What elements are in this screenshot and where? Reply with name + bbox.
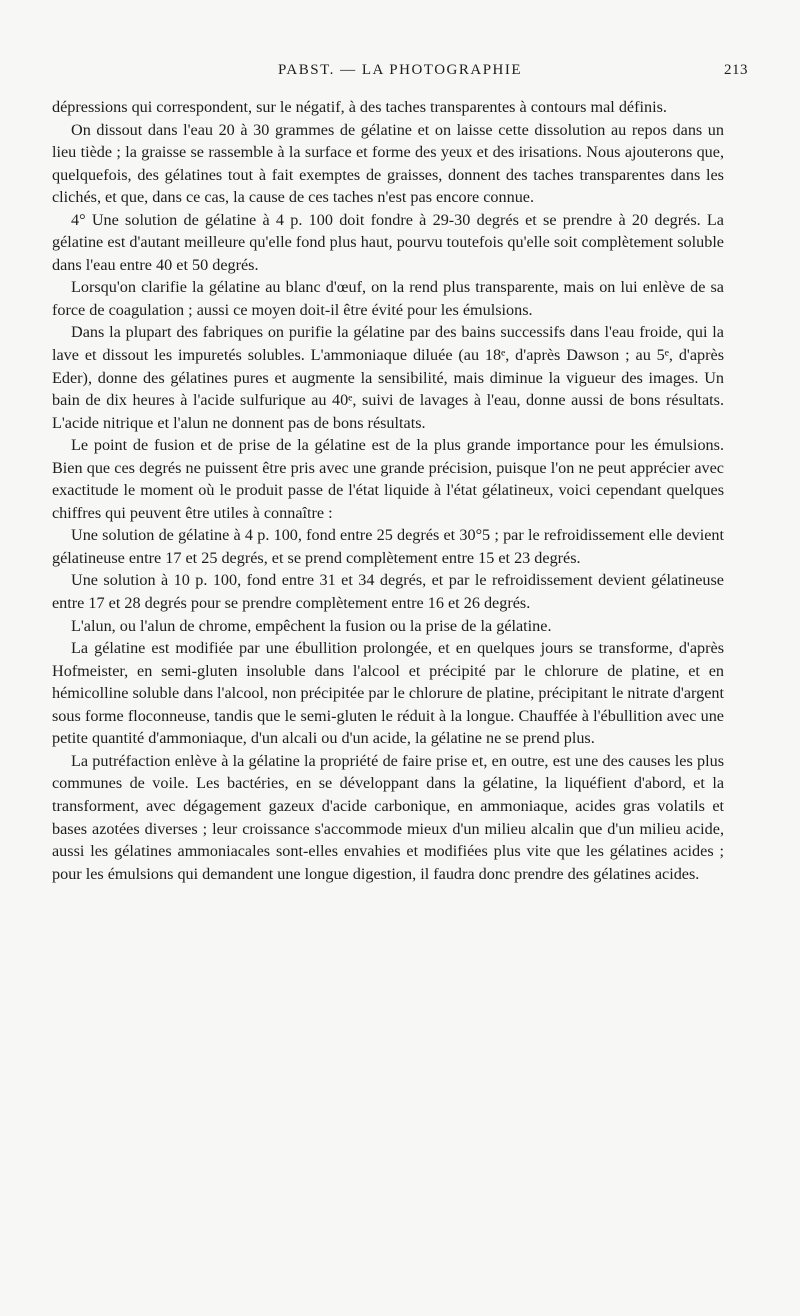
paragraph: La gélatine est modifiée par une ébullition prolongée, et en quelques jours se transforme, d'après Hofmeister, en semi-gluten insoluble dans l'alcool et précipité par le chlorure de platine, et en hémicolline soluble dans l'alcool, non précipitée par le chlorure de platine, précipitant le nitrate d'argent sous forme floconneuse, tandis que le semi-gluten le réduit à la longue. Chauffée à l'ébullition avec une petite quantité d'ammoniaque, d'un alcali ou d'un acide, la gélatine ne se prend plus. [52, 639, 724, 748]
paragraph: 4° Une solution de gélatine à 4 p. 100 doit fondre à 29-30 degrés et se prendre à 20 degrés. La gélatine est d'autant meilleure qu'elle fond plus haut, pourvu toutefois qu'elle soit complètement soluble dans l'eau entre 40 et 50 degrés. [52, 210, 724, 274]
paragraph: Lorsqu'on clarifie la gélatine au blanc d'œuf, on la rend plus transparente, mais on lui enlève de sa force de coagulation ; aussi ce moyen doit-il être évité pour les émulsions. [52, 278, 724, 319]
paragraph: dépressions qui correspondent, sur le négatif, à des taches transparentes à contours mal définis. [52, 98, 667, 116]
paragraph: Une solution à 10 p. 100, fond entre 31 et 34 degrés, et par le refroidissement devient gélatineuse entre 17 et 28 degrés pour se prendre complètement entre 16 et 26 degrés. [52, 571, 724, 613]
paragraph: Dans la plupart des fabriques on purifie la gélatine par des bains successifs dans l'eau froide, qui la lave et dissout les impuretés solubles. L'ammoniaque diluée (au 18ᵉ, d'après Dawson ; au 5ᵉ, d'après Eder), donne des gélatines pures et augmente la sensibilité, mais diminue la vigueur des images. Un bain de dix heures à l'acide sulfurique au 40ᵉ, suivi de lavages à l'eau, donne aussi de bons résultats. L'acide nitrique et l'alun ne donnent pas de bons résultats. [52, 323, 724, 432]
body-text [52, 96, 724, 885]
paragraph: Le point de fusion et de prise de la gélatine est de la plus grande importance pour les émulsions. Bien que ces degrés ne puissent être pris avec une grande précision, puisque l'on ne peut apprécier avec exactitude le moment où le produit passe de l'état liquide à l'état gélatineux, voici cependant quelques chiffres qui peuvent être utiles à connaître : [52, 436, 724, 522]
paragraph: Une solution de gélatine à 4 p. 100, fond entre 25 degrés et 30°5 ; par le refroidissement elle devient gélatineuse entre 17 et 25 degrés, et se prend complètement entre 15 et 23 degrés. [52, 526, 724, 567]
running-title: PABST. — LA PHOTOGRAPHIE [277, 62, 523, 78]
page-header [52, 62, 748, 86]
paragraph: On dissout dans l'eau 20 à 30 grammes de gélatine et on laisse cette dissolution au repos dans un lieu tiède ; la graisse se rassemble à la surface et forme des yeux et des irisations. Nous ajouterons que, quelquefois, des gélatines tout à fait exemptes de graisses, donnent des taches transparentes dans les clichés, et que, dans ce cas, la cause de ces taches n'est pas encore connue. [52, 120, 724, 207]
paragraph: L'alun, ou l'alun de chrome, empêchent la fusion ou la prise de la gélatine. [71, 616, 552, 635]
page-number: 213 [724, 62, 748, 78]
paragraph: La putréfaction enlève à la gélatine la propriété de faire prise et, en outre, est une des causes les plus communes de voile. Les bactéries, en se développant dans la gélatine, la liquéfient d'abord, et la transforment, avec dégagement gazeux d'acide carbonique, en ammoniaque, acides gras volatils et bases azotées diverses ; leur croissance s'accommode mieux d'un milieu alcalin que d'un milieu acide, aussi les gélatines ammoniacales sont-elles envahies et modifiées plus vite que les gélatines acides ; pour les émulsions qui demandent une longue digestion, il faudra donc prendre des gélatines acides. [52, 751, 724, 883]
